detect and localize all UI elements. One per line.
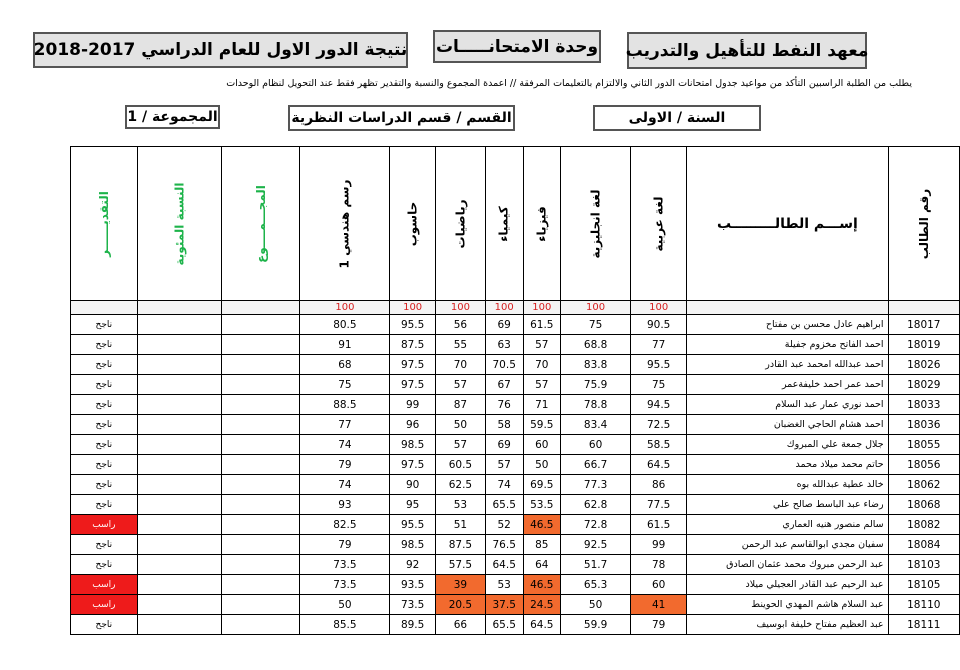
computer-cell: 97.5 — [390, 455, 436, 475]
total-cell — [221, 575, 300, 595]
math-cell: 51 — [435, 515, 485, 535]
chemistry-cell: 57 — [485, 455, 523, 475]
english-cell: 66.7 — [561, 455, 631, 475]
student-name-cell: احمد نوري عمار عبد السلام — [687, 395, 888, 415]
drawing-cell: 74 — [300, 435, 390, 455]
table-row — [71, 495, 960, 515]
table-row — [71, 475, 960, 495]
result-cell: ناجح — [71, 415, 138, 435]
student-name-cell: سفيان مجدي ابوالقاسم عبد الرحمن — [687, 535, 888, 555]
arabic-cell: 95.5 — [631, 355, 687, 375]
chemistry-cell: 65.5 — [485, 615, 523, 635]
percentage-cell — [137, 455, 221, 475]
arabic-cell: 58.5 — [631, 435, 687, 455]
english-cell: 92.5 — [561, 535, 631, 555]
chemistry-cell: 58 — [485, 415, 523, 435]
physics-cell: 57 — [523, 375, 561, 395]
student-name-cell: سالم منصور هنيه العماري — [687, 515, 888, 535]
header-row — [71, 147, 960, 301]
total-cell — [221, 355, 300, 375]
table-row — [71, 555, 960, 575]
result-cell: راسب — [71, 595, 138, 615]
percentage-cell — [137, 355, 221, 375]
table-row — [71, 415, 960, 435]
computer-cell: 95.5 — [390, 315, 436, 335]
english-cell: 72.8 — [561, 515, 631, 535]
max-marks-row — [71, 301, 960, 315]
chemistry-cell: 52 — [485, 515, 523, 535]
group-text: المجموعة / 1 — [127, 109, 218, 125]
computer-cell: 97.5 — [390, 355, 436, 375]
chemistry-cell: 67 — [485, 375, 523, 395]
student-no-cell: 18017 — [888, 315, 959, 335]
percentage-cell — [137, 435, 221, 455]
col-arabic-header: لغة عربية — [631, 147, 687, 301]
physics-cell: 57 — [523, 335, 561, 355]
student-no-cell: 18026 — [888, 355, 959, 375]
student-no-cell: 18105 — [888, 575, 959, 595]
result-cell: ناجح — [71, 495, 138, 515]
student-no-cell: 18029 — [888, 375, 959, 395]
english-cell: 60 — [561, 435, 631, 455]
col-total-header: المجـــمــــوع — [221, 147, 300, 301]
physics-cell: 71 — [523, 395, 561, 415]
col-chemistry-header: كيمياء — [485, 147, 523, 301]
percentage-cell — [137, 475, 221, 495]
english-cell: 50 — [561, 595, 631, 615]
arabic-cell: 77.5 — [631, 495, 687, 515]
arabic-cell: 75 — [631, 375, 687, 395]
math-cell: 39 — [435, 575, 485, 595]
notice-text: يطلب من الطلبة الراسبين التأكد من مواعيد جدول امتحانات الدور الثاني والالتزام بالتعليمات المرفقة // اعمدة المجموع والنسبة والتقدير تظهر فقط عند التحويل لنظام الوحدات — [226, 78, 912, 89]
max-mark-drawing: 100 — [300, 301, 390, 315]
arabic-cell: 77 — [631, 335, 687, 355]
math-cell: 57 — [435, 375, 485, 395]
drawing-cell: 80.5 — [300, 315, 390, 335]
max-mark-arabic: 100 — [631, 301, 687, 315]
result-cell: ناجح — [71, 395, 138, 415]
max-mark-physics: 100 — [523, 301, 561, 315]
physics-cell: 64 — [523, 555, 561, 575]
chemistry-cell: 63 — [485, 335, 523, 355]
english-cell: 65.3 — [561, 575, 631, 595]
student-name-cell: احمد عبدالله امحمد عبد القادر — [687, 355, 888, 375]
drawing-cell: 75 — [300, 375, 390, 395]
drawing-cell: 77 — [300, 415, 390, 435]
student-no-cell: 18033 — [888, 395, 959, 415]
drawing-cell: 50 — [300, 595, 390, 615]
exam-unit-text: وحدة الامتحانـــــات — [435, 36, 599, 57]
physics-cell: 61.5 — [523, 315, 561, 335]
table-row — [71, 535, 960, 555]
result-cell: ناجح — [71, 355, 138, 375]
physics-cell: 46.5 — [523, 575, 561, 595]
result-cell: ناجح — [71, 315, 138, 335]
col-grade-header: التقديــــــر — [71, 147, 138, 301]
table-row — [71, 375, 960, 395]
student-no-cell: 18062 — [888, 475, 959, 495]
math-cell: 50 — [435, 415, 485, 435]
math-cell: 55 — [435, 335, 485, 355]
percentage-cell — [137, 515, 221, 535]
col-computer-header: حاسوب — [390, 147, 436, 301]
english-cell: 59.9 — [561, 615, 631, 635]
table-row — [71, 455, 960, 475]
drawing-cell: 93 — [300, 495, 390, 515]
math-cell: 66 — [435, 615, 485, 635]
student-no-cell: 18019 — [888, 335, 959, 355]
computer-cell: 95 — [390, 495, 436, 515]
computer-cell: 97.5 — [390, 375, 436, 395]
english-cell: 68.8 — [561, 335, 631, 355]
student-no-cell: 18055 — [888, 435, 959, 455]
computer-cell: 98.5 — [390, 535, 436, 555]
arabic-cell: 72.5 — [631, 415, 687, 435]
result-title — [33, 32, 408, 68]
result-title-text: نتيجة الدور الاول للعام الدراسي 2017-2018 — [33, 40, 408, 60]
department-box — [288, 105, 515, 131]
drawing-cell: 68 — [300, 355, 390, 375]
english-cell: 75 — [561, 315, 631, 335]
chemistry-cell: 64.5 — [485, 555, 523, 575]
student-name-cell: رضاء عبد الباسط صالح علي — [687, 495, 888, 515]
computer-cell: 98.5 — [390, 435, 436, 455]
student-name-cell: جلال جمعة علي المبروك — [687, 435, 888, 455]
grades-table — [70, 146, 960, 635]
drawing-cell: 79 — [300, 535, 390, 555]
arabic-cell: 41 — [631, 595, 687, 615]
result-cell: ناجح — [71, 435, 138, 455]
student-no-cell: 18056 — [888, 455, 959, 475]
english-cell: 62.8 — [561, 495, 631, 515]
institute-title — [627, 32, 867, 69]
year-box — [593, 105, 761, 131]
percentage-cell — [137, 395, 221, 415]
chemistry-cell: 69 — [485, 315, 523, 335]
physics-cell: 53.5 — [523, 495, 561, 515]
result-cell: ناجح — [71, 455, 138, 475]
total-cell — [221, 375, 300, 395]
col-percentage-header: النسبة المئوية — [137, 147, 221, 301]
math-cell: 70 — [435, 355, 485, 375]
english-cell: 77.3 — [561, 475, 631, 495]
chemistry-cell: 65.5 — [485, 495, 523, 515]
physics-cell: 46.5 — [523, 515, 561, 535]
computer-cell: 96 — [390, 415, 436, 435]
percentage-cell — [137, 375, 221, 395]
table-row — [71, 315, 960, 335]
student-no-cell: 18103 — [888, 555, 959, 575]
math-cell: 57 — [435, 435, 485, 455]
result-cell: ناجح — [71, 555, 138, 575]
max-blank — [221, 301, 300, 315]
physics-cell: 64.5 — [523, 615, 561, 635]
percentage-cell — [137, 335, 221, 355]
drawing-cell: 82.5 — [300, 515, 390, 535]
total-cell — [221, 475, 300, 495]
chemistry-cell: 69 — [485, 435, 523, 455]
table-row — [71, 575, 960, 595]
chemistry-cell: 76 — [485, 395, 523, 415]
total-cell — [221, 595, 300, 615]
computer-cell: 93.5 — [390, 575, 436, 595]
total-cell — [221, 615, 300, 635]
result-cell: ناجح — [71, 375, 138, 395]
physics-cell: 59.5 — [523, 415, 561, 435]
max-mark-math: 100 — [435, 301, 485, 315]
arabic-cell: 64.5 — [631, 455, 687, 475]
english-cell: 51.7 — [561, 555, 631, 575]
total-cell — [221, 415, 300, 435]
math-cell: 57.5 — [435, 555, 485, 575]
total-cell — [221, 555, 300, 575]
student-name-cell: احمد هشام الحاجي الغضبان — [687, 415, 888, 435]
student-no-cell: 18111 — [888, 615, 959, 635]
max-mark-english: 100 — [561, 301, 631, 315]
student-name-cell: عبد الرحيم عبد القادر العجيلي ميلاد — [687, 575, 888, 595]
physics-cell: 50 — [523, 455, 561, 475]
math-cell: 53 — [435, 495, 485, 515]
computer-cell: 89.5 — [390, 615, 436, 635]
percentage-cell — [137, 575, 221, 595]
drawing-cell: 74 — [300, 475, 390, 495]
student-name-cell: خالد عطية عبدالله بوه — [687, 475, 888, 495]
chemistry-cell: 74 — [485, 475, 523, 495]
percentage-cell — [137, 315, 221, 335]
percentage-cell — [137, 615, 221, 635]
english-cell: 83.4 — [561, 415, 631, 435]
percentage-cell — [137, 555, 221, 575]
percentage-cell — [137, 535, 221, 555]
computer-cell: 99 — [390, 395, 436, 415]
student-name-cell: احمد الفاتح مخزوم جفيلة — [687, 335, 888, 355]
max-blank — [687, 301, 888, 315]
arabic-cell: 61.5 — [631, 515, 687, 535]
physics-cell: 60 — [523, 435, 561, 455]
result-cell: ناجح — [71, 615, 138, 635]
student-no-cell: 18082 — [888, 515, 959, 535]
drawing-cell: 79 — [300, 455, 390, 475]
result-cell: ناجح — [71, 335, 138, 355]
max-mark-chemistry: 100 — [485, 301, 523, 315]
drawing-cell: 88.5 — [300, 395, 390, 415]
col-math-header: رياضيات — [435, 147, 485, 301]
physics-cell: 70 — [523, 355, 561, 375]
student-no-cell: 18084 — [888, 535, 959, 555]
group-box — [125, 105, 220, 129]
result-cell: ناجح — [71, 475, 138, 495]
chemistry-cell: 70.5 — [485, 355, 523, 375]
english-cell: 78.8 — [561, 395, 631, 415]
table-row — [71, 615, 960, 635]
table-row — [71, 335, 960, 355]
total-cell — [221, 335, 300, 355]
math-cell: 87.5 — [435, 535, 485, 555]
total-cell — [221, 395, 300, 415]
drawing-cell: 73.5 — [300, 555, 390, 575]
physics-cell: 85 — [523, 535, 561, 555]
max-blank — [137, 301, 221, 315]
col-english-header: لغة انجليزية — [561, 147, 631, 301]
arabic-cell: 79 — [631, 615, 687, 635]
math-cell: 62.5 — [435, 475, 485, 495]
table-row — [71, 355, 960, 375]
col-name-header: إســـم الطالـــــــــب — [687, 147, 888, 301]
institute-title-text: معهد النفط للتأهيل والتدريب — [625, 40, 869, 61]
result-cell: راسب — [71, 575, 138, 595]
chemistry-cell: 76.5 — [485, 535, 523, 555]
arabic-cell: 78 — [631, 555, 687, 575]
col-physics-header: فيزياء — [523, 147, 561, 301]
total-cell — [221, 455, 300, 475]
year-text: السنة / الاولى — [628, 110, 726, 126]
total-cell — [221, 535, 300, 555]
total-cell — [221, 515, 300, 535]
chemistry-cell: 53 — [485, 575, 523, 595]
max-mark-computer: 100 — [390, 301, 436, 315]
arabic-cell: 90.5 — [631, 315, 687, 335]
table-row — [71, 515, 960, 535]
math-cell: 56 — [435, 315, 485, 335]
col-drawing-header: رسم هندسي 1 — [300, 147, 390, 301]
department-text: القسم / قسم الدراسات النظرية — [291, 110, 512, 126]
student-name-cell: ابراهيم عادل محسن بن مفتاح — [687, 315, 888, 335]
physics-cell: 69.5 — [523, 475, 561, 495]
chemistry-cell: 37.5 — [485, 595, 523, 615]
table-row — [71, 595, 960, 615]
computer-cell: 95.5 — [390, 515, 436, 535]
percentage-cell — [137, 495, 221, 515]
math-cell: 60.5 — [435, 455, 485, 475]
drawing-cell: 91 — [300, 335, 390, 355]
exam-unit-title — [433, 30, 601, 63]
result-cell: ناجح — [71, 535, 138, 555]
table-row — [71, 435, 960, 455]
computer-cell: 92 — [390, 555, 436, 575]
student-no-cell: 18036 — [888, 415, 959, 435]
math-cell: 87 — [435, 395, 485, 415]
max-blank — [888, 301, 959, 315]
english-cell: 83.8 — [561, 355, 631, 375]
computer-cell: 87.5 — [390, 335, 436, 355]
total-cell — [221, 435, 300, 455]
total-cell — [221, 315, 300, 335]
drawing-cell: 73.5 — [300, 575, 390, 595]
table-row — [71, 395, 960, 415]
arabic-cell: 94.5 — [631, 395, 687, 415]
arabic-cell: 86 — [631, 475, 687, 495]
col-student-no-header: رقم الطالب — [888, 147, 959, 301]
arabic-cell: 60 — [631, 575, 687, 595]
student-name-cell: حاتم محمد ميلاد محمد — [687, 455, 888, 475]
physics-cell: 24.5 — [523, 595, 561, 615]
english-cell: 75.9 — [561, 375, 631, 395]
student-name-cell: عبد الرحمن مبروك محمد عثمان الصادق — [687, 555, 888, 575]
max-blank — [71, 301, 138, 315]
computer-cell: 73.5 — [390, 595, 436, 615]
result-cell: راسب — [71, 515, 138, 535]
student-name-cell: عبد السلام هاشم المهدي الحوينط — [687, 595, 888, 615]
math-cell: 20.5 — [435, 595, 485, 615]
percentage-cell — [137, 595, 221, 615]
student-no-cell: 18068 — [888, 495, 959, 515]
computer-cell: 90 — [390, 475, 436, 495]
student-name-cell: عبد العظيم مفتاح خليفة ابوسيف — [687, 615, 888, 635]
student-no-cell: 18110 — [888, 595, 959, 615]
total-cell — [221, 495, 300, 515]
arabic-cell: 99 — [631, 535, 687, 555]
drawing-cell: 85.5 — [300, 615, 390, 635]
student-name-cell: احمد عمر احمد خليفةعمر — [687, 375, 888, 395]
percentage-cell — [137, 415, 221, 435]
